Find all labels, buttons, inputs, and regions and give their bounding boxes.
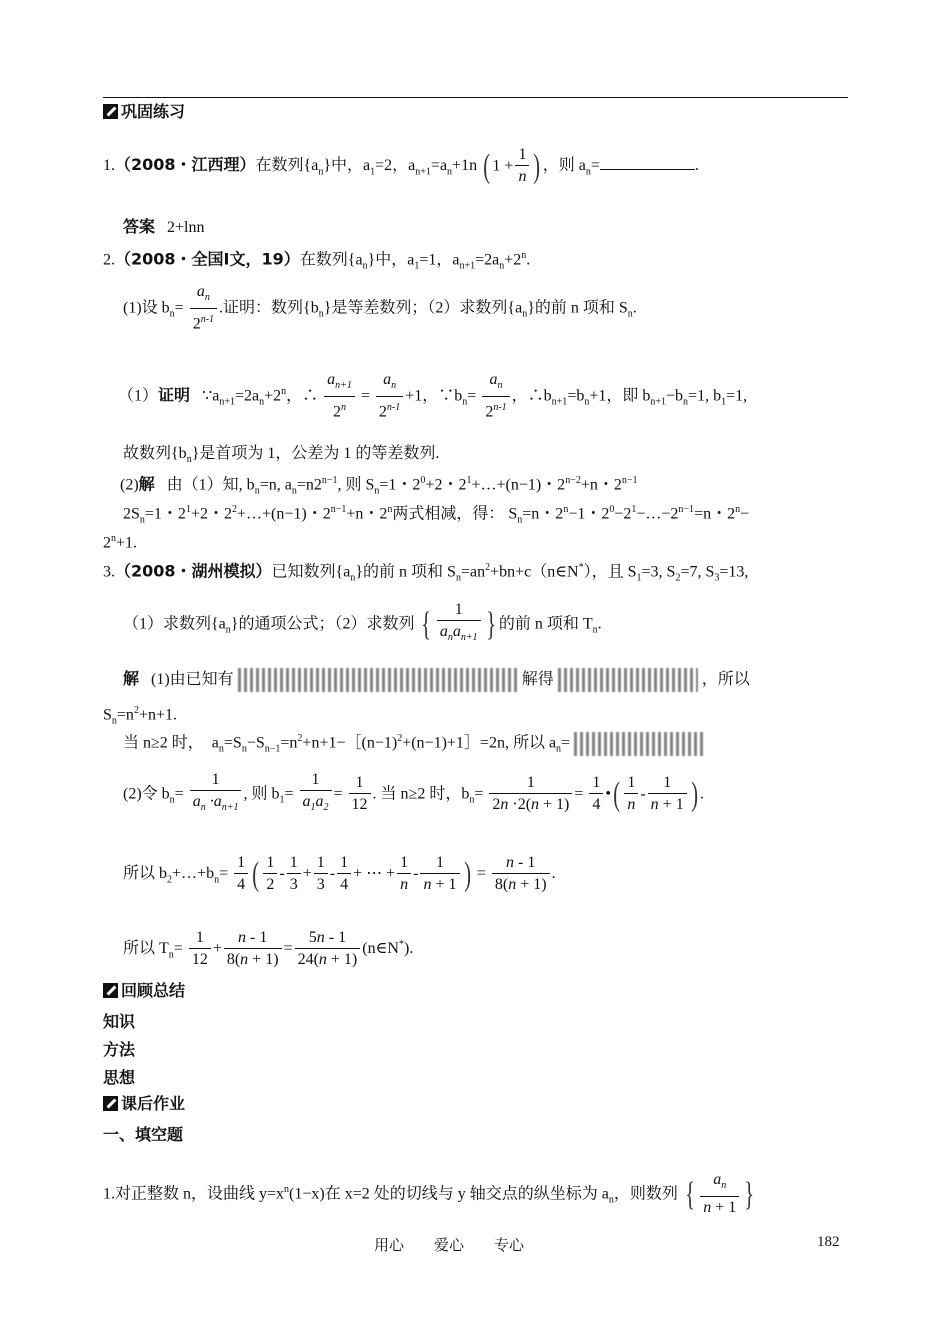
blurred-piecewise	[574, 732, 704, 756]
blurred-solution	[558, 668, 698, 692]
review-item-method: 方法	[103, 1040, 136, 1059]
q2-proof: （1）证明 $\because a_{n+1}=2a_n+2^n$，∴ $\frac{a_{n+1}}{2^n}$ = $\frac{a_n}{2^{n-1}}$ +1，$\because b_n=$ $\frac{a_n}{2^{n-1}}$ ，$\therefore b_{n+1}=b_n+1$，即 $b_{n+1}-b_n=1$, $b_1=1$,	[118, 371, 748, 421]
section-homework-heading: 课后作业	[103, 1093, 185, 1115]
q3-solution-1: 解 (1)由已知有 解得 ，所以	[123, 668, 750, 692]
review-item-thought: 思想	[103, 1068, 136, 1087]
q2-conclusion: 故数列$\{b_n\}$是首项为 1，公差为 1 的等差数列.	[123, 445, 440, 466]
question-2: 2.（2008・全国Ⅰ文，19）在数列$\{a_n\}$中，$a_1=1$，$a_{n+1}=2a_n+2^n$.	[103, 249, 531, 272]
q3-an: 当 n≥2 时， $a_n=S_n-S_{n-1}=n^2+n+1-[(n-1)^2+(n-1)+1]=2n$, 所以 $a_n=$	[123, 728, 704, 761]
q3-parts: （1）求数列$\{a_n\}$的通项公式；（2）求数列 { $\frac{1}{a_na_{n+1}}$ } 的前 n 项和 $T_n$.	[123, 601, 602, 644]
footer-motto: 用心 爱心 专心	[374, 1238, 525, 1254]
q1-answer: 答案 2+lnn	[123, 217, 205, 236]
pencil-icon	[103, 104, 118, 119]
header-rule	[103, 97, 848, 98]
fill-blank-heading: 一、填空题	[103, 1125, 184, 1144]
q2-solution: (2)解 由（1）知, $b_n=n$, $a_n=n2^{n-1}$, 则 $S_n=1$・$2^0+2$・$2^1+\dots+(n-1)$・$2^{n-2}+n$・$2^{n-1}$	[120, 474, 638, 497]
fraction-1-over-n: $\frac{1}{n}$	[515, 145, 529, 188]
pencil-icon	[103, 983, 118, 998]
question-1: 1.（2008・江西理）在数列$\{a_n\}$中，$a_1=2$，$a_{n+1}=a_n+1n$ ( 1 + $\frac{1}{n}$ ) ，则 $a_n=$ .	[103, 145, 699, 188]
blurred-system-equations	[238, 668, 518, 692]
q2-subtract: $2S_n=1$・$2^1+2$・$2^2+\dots+(n-1)$・$2^{n-1}+n$・2$^n$两式相减，得： $S_n=n$・$2^n-1$・$2^0-2^1-\dots-2^{n-1}=n$・$2^n-$	[123, 504, 750, 526]
q3-tn: 所以 $T_n=$ $\frac{1}{12}$ + $\frac{n - 1}{8(n + 1)}$ = $\frac{5n - 1}{24(n + 1)}$ (n∈N*).	[123, 929, 414, 968]
page-number: 182	[817, 1234, 840, 1250]
question-3: 3.（2008・湖州模拟）已知数列$\{a_n\}$的前 n 项和 $S_n=an^2+bn+c(n\in N^*)$，且 $S_1=3$, $S_2=7$, $S_3=13$,	[103, 561, 749, 584]
q3-sum: 所以 $b_2+\dots+b_n=$ $\frac{1}{4}$ ( $\frac{1}{2}$ - $\frac{1}{3}$ + $\frac{1}{3}$ - $\frac{1}{4}$ + ⋯ + $\frac{1}{n}$ - $\frac{1}{n + 1}$ ) = $\frac{n - 1}{8(n + 1)}$ .	[123, 854, 556, 893]
q2-parts: (1)设 $b_n=$ $\frac{a_n}{2^{n-1}}$ .证明：数列$\{b_n\}$是等差数列；（2）求数列$\{a_n\}$的前 n 项和 $S_n$.	[123, 283, 637, 333]
pencil-icon	[103, 1096, 118, 1111]
answer-blank	[600, 153, 695, 170]
homework-question-1: 1.对正整数 n，设曲线 $y=x^n(1-x)$在 x=2 处的切线与 y 轴交点的纵坐标为 $a_n$，则数列 { $\frac{a_n}{n + 1}$ }	[103, 1171, 755, 1217]
section-practice-heading: 巩固练习	[103, 101, 185, 123]
q2-result: $2^n+1$.	[103, 533, 138, 552]
q3-sn: $S_n=n^2+n+1$.	[103, 705, 177, 727]
section-review-heading: 回顾总结	[103, 980, 185, 1002]
review-item-knowledge: 知识	[103, 1012, 136, 1031]
q3-part2: (2)令 $b_n=$ $\frac{1}{a_n \cdot a_{n+1}}$ , 则 $b_1=$ $\frac{1}{a_1a_2}$ = $\frac{1}{12}$ . 当 n≥2 时，$b_n=$ $\frac{1}{2n \cdot 2(n + 1)}$ = $\frac{1}{4}$ •( $\frac{1}{n}$ - $\frac{1}{n + 1}$ ) .	[123, 771, 705, 814]
